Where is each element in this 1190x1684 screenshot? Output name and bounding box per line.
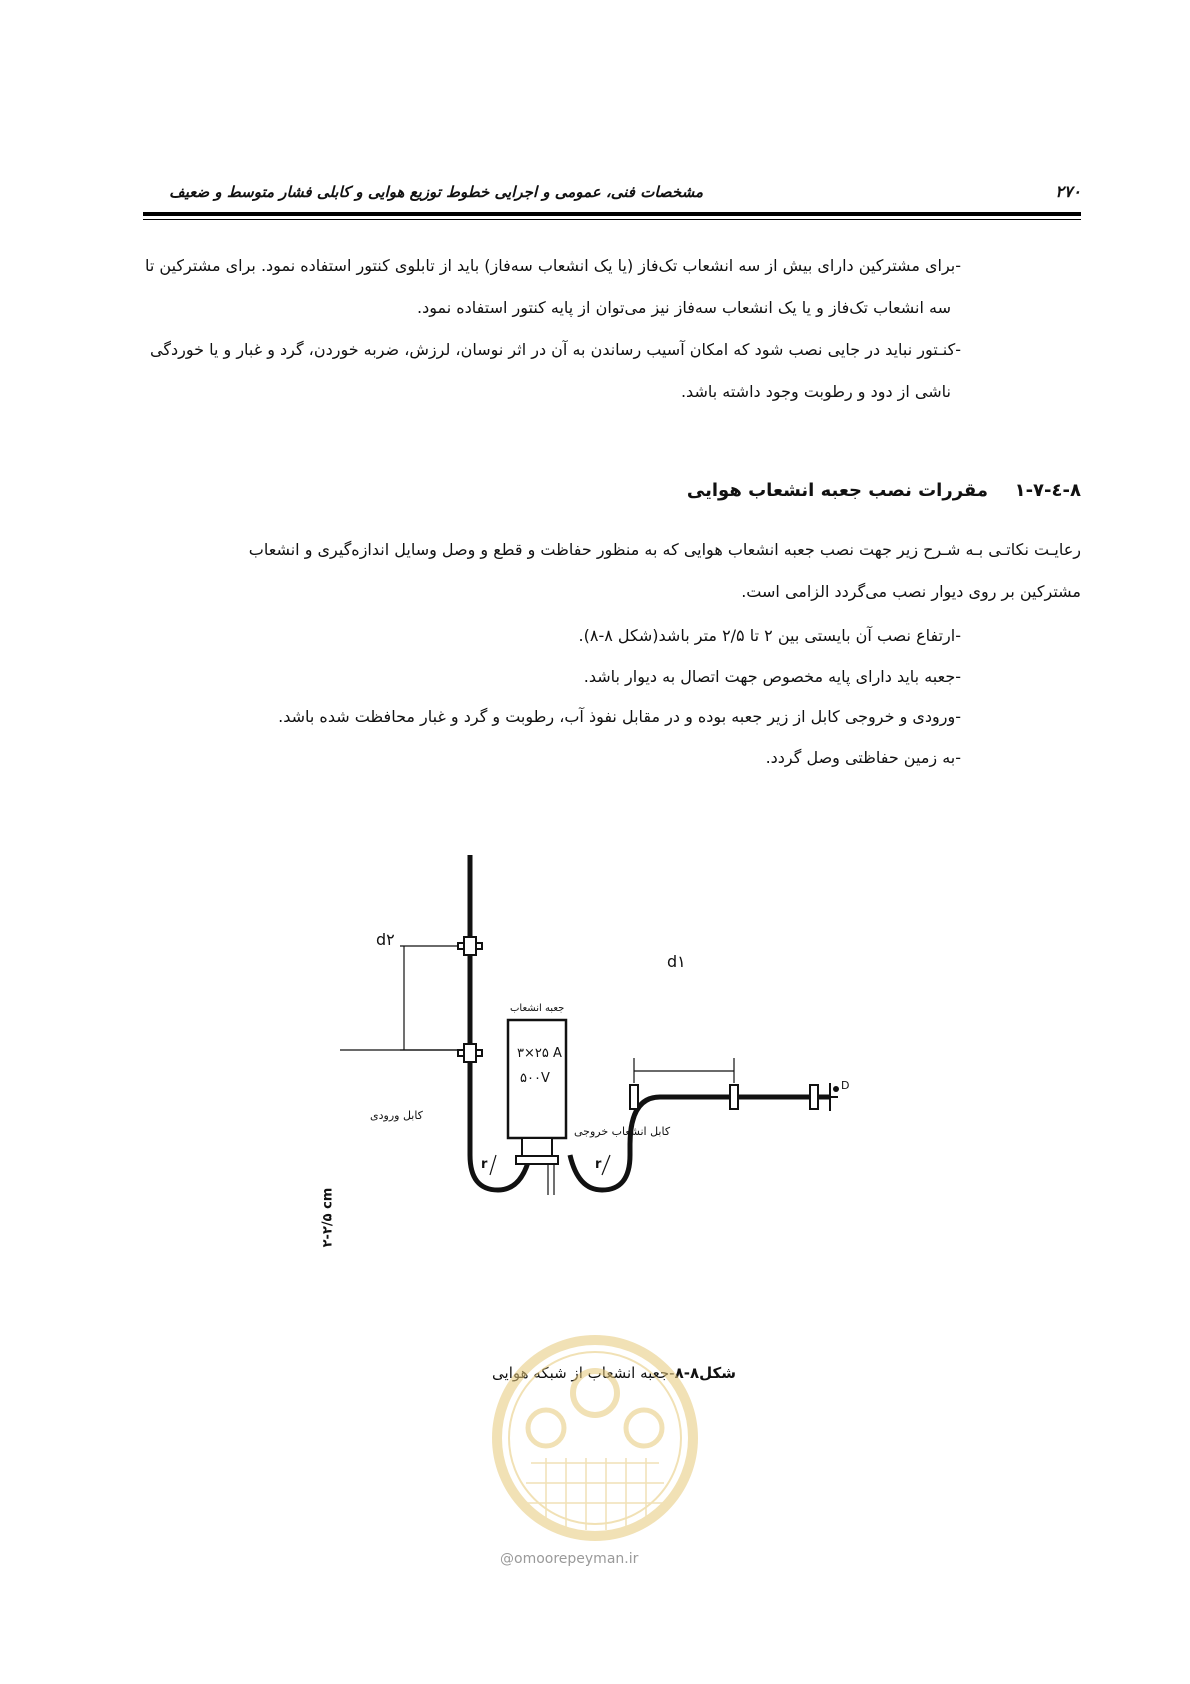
seal-graphic [486,1318,704,1548]
d2-dimension [400,946,458,1050]
outgoing-cable-label: کابل انشعاب خروجی [574,1125,671,1138]
watermark-site: @omoorepeyman.ir [500,1551,639,1567]
bullet-item: -به زمین حفاظتی وصل گردد. [765,748,961,767]
section-intro-line-2: مشترکین بر روی دیوار نصب می‌گردد الزامی است. [741,582,1081,601]
d1-dimension [634,1058,734,1083]
label-d2: d۲ [376,930,395,949]
caption-text: -جعبه انشعاب از شبکه هوایی [492,1364,675,1382]
box-rating-voltage: ۵۰۰V [520,1071,550,1086]
diagram-svg [340,855,900,1335]
height-dimension [340,1050,458,1325]
box-rating-current: ۳×۲۵ A [517,1046,562,1061]
point-D [833,1086,839,1092]
outgoing-cable [570,1097,830,1190]
page-number: ۲۷۰ [1055,182,1081,201]
bullet-item: -ارتفاع نصب آن بایستی بین ۲ تا ۲/۵ متر باشد(شکل ۸-۸). [578,626,961,645]
clamp-h1 [630,1085,638,1109]
section-heading [687,481,1081,501]
caption-prefix: شکل۸-۸ [674,1364,736,1382]
section-intro-line-1: رعایـت نکاتـی بـه شـرح زیر جهت نصب جعبه انشعاب هوایی که به منظور حفاظت و قطع و وصل وسایل اندازه‌گیری و انشعاب [248,540,1081,559]
header-rule-thin [143,219,1081,220]
clamp-top-cap [464,937,476,955]
paragraph-1-line-1: -برای مشترکین دارای بیش از سه انشعاب تک‌فاز (یا یک انشعاب سه‌فاز) باید از تابلوی کنتور استفاده نمود. برای مشترکین تا [145,256,961,275]
bullet-item: -ورودی و خروجی کابل از زیر جعبه بوده و در مقابل نفوذ آب، رطوبت و گرد و غبار محافظت شده باشد. [278,707,961,726]
radius-mark-right [602,1155,610,1175]
clamp-h3 [810,1085,818,1109]
figure-branch-box-diagram [320,855,900,1335]
bullet-item: -جعبه باید دارای پایه مخصوص جهت اتصال به دیوار باشد. [583,667,961,686]
radius-label-right: r [595,1157,602,1172]
paragraph-2-line-2: ناشی از دود و رطوبت وجود داشته باشد. [680,382,951,401]
branch-box-base [522,1138,552,1156]
label-d1: d۱ [667,952,686,971]
clamp-h2 [730,1085,738,1109]
running-title: مشخصات فنی، عمومی و اجرایی خطوط توزیع هوایی و کابلی فشار متوسط و ضعیف [169,183,703,201]
radius-label-left: r [481,1157,488,1172]
clamp-mid-cap [464,1044,476,1062]
height-label: ۲-۲/۵ cm [320,1187,336,1248]
header-rule-thick [143,212,1081,216]
branch-box-foot [516,1156,558,1164]
section-title: مقررات نصب جعبه انشعاب هوایی [686,480,989,501]
box-title-label: جعبه انشعاب [510,1003,565,1014]
paragraph-1-line-2: سه انشعاب تک‌فاز و یا یک انشعاب سه‌فاز نیز می‌توان از پایه کنتور استفاده نمود. [417,298,951,317]
radius-mark-left [490,1155,496,1175]
label-D: D [841,1079,850,1092]
incoming-cable-label: کابل ورودی [370,1109,423,1122]
section-number: ۸-٤-۱-۷ [1014,480,1081,501]
page-header [143,180,1081,208]
paragraph-2-line-1: -کنـتور نباید در جایی نصب شود که امکان آسیب رساندن به آن در اثر نوسان، لرزش، ضربه خوردن، گرد و غبار و یا خوردگی [150,340,961,359]
